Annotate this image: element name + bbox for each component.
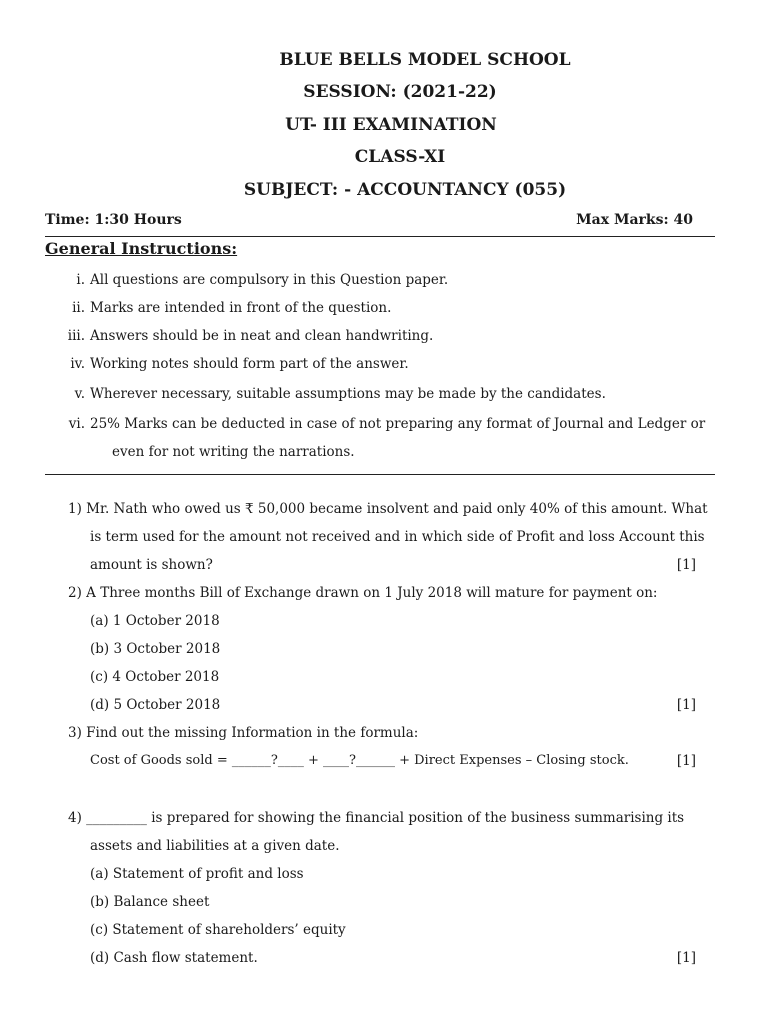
question-2-option-c: (c) 4 October 2018: [90, 669, 220, 685]
subject-title-text: SUBJECT: - ACCOUNTANCY (055): [243, 180, 567, 200]
question-4-marks: [1]: [676, 950, 696, 966]
question-4-option-d: (d) Cash flow statement.: [90, 950, 258, 966]
question-2-option-d: (d) 5 October 2018: [90, 697, 221, 713]
instruction-text: Marks are intended in front of the question.: [90, 300, 392, 316]
max-marks-label: Max Marks: 40: [576, 212, 693, 228]
instructions-title: General Instructions:: [45, 239, 238, 258]
question-4-line-2: assets and liabilities at a given date.: [90, 838, 340, 854]
instruction-number: v.: [74, 386, 85, 402]
question-4-option-b: (b) Balance sheet: [90, 894, 210, 910]
question-1-line-2: is term used for the amount not received and in which side of Profit and loss Account this: [90, 529, 705, 545]
class-title-text: CLASS-XI: [354, 147, 446, 167]
instruction-text: even for not writing the narrations.: [112, 444, 355, 460]
header-divider: [45, 236, 715, 237]
instruction-text: Answers should be in neat and clean handwriting.: [90, 328, 434, 344]
question-4-option-a: (a) Statement of profit and loss: [90, 866, 304, 882]
question-3-marks: [1]: [676, 753, 696, 769]
school-name-text: BLUE BELLS MODEL SCHOOL: [279, 50, 571, 70]
instruction-number: iii.: [67, 328, 85, 344]
exam-title-text: UT- III EXAMINATION: [285, 115, 497, 135]
instruction-number: ii.: [72, 300, 85, 316]
instruction-text: Working notes should form part of the answer.: [90, 356, 409, 372]
instruction-number: i.: [76, 272, 85, 288]
question-3-formula: Cost of Goods sold = ______?____ + ____?______ + Direct Expenses – Closing stock.: [90, 753, 629, 768]
question-3-stem: 3) Find out the missing Information in the formula:: [68, 725, 419, 741]
question-1-marks: [1]: [676, 557, 696, 573]
question-2-stem: 2) A Three months Bill of Exchange drawn on 1 July 2018 will mature for payment on:: [68, 585, 658, 601]
question-2-marks: [1]: [676, 697, 696, 713]
question-4-line-1: 4) _________ is prepared for showing the financial position of the business summarising its: [68, 810, 685, 826]
question-4-option-c: (c) Statement of shareholders’ equity: [90, 922, 346, 938]
instruction-text: 25% Marks can be deducted in case of not preparing any format of Journal and Ledger or: [90, 416, 706, 432]
instructions-divider: [45, 474, 715, 475]
instruction-number: iv.: [70, 356, 85, 372]
instruction-number: vi.: [68, 416, 85, 432]
time-label: Time: 1:30 Hours: [45, 212, 182, 228]
session-text: SESSION: (2021-22): [303, 82, 497, 102]
instruction-text: Wherever necessary, suitable assumptions may be made by the candidates.: [90, 386, 606, 402]
instruction-text: All questions are compulsory in this Question paper.: [90, 272, 449, 288]
question-1-line-1: 1) Mr. Nath who owed us ₹ 50,000 became insolvent and paid only 40% of this amount. What: [68, 501, 708, 517]
question-1-line-3: amount is shown?: [90, 557, 213, 573]
question-2-option-b: (b) 3 October 2018: [90, 641, 221, 657]
question-2-option-a: (a) 1 October 2018: [90, 613, 220, 629]
